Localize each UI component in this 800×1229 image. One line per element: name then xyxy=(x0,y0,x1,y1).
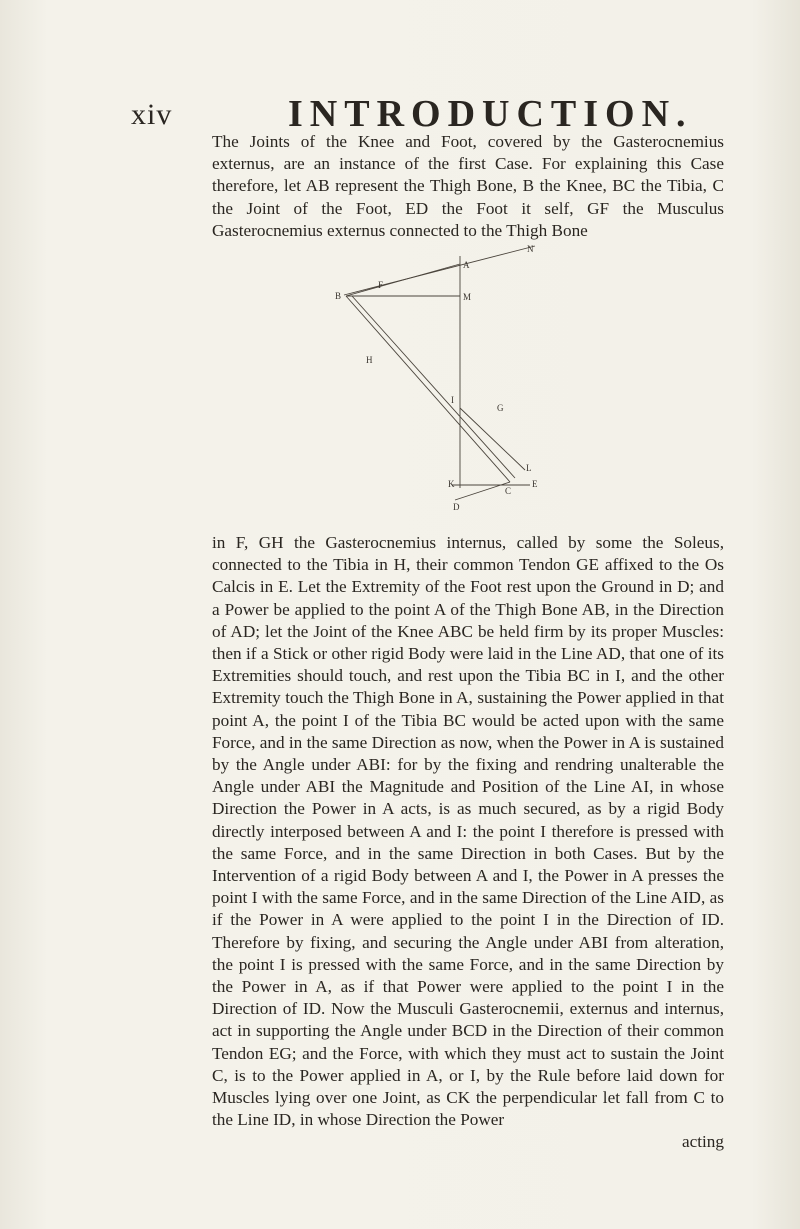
line-muscle xyxy=(460,408,525,470)
line-tibia-2 xyxy=(352,296,515,478)
label-e: E xyxy=(532,479,538,489)
anatomy-diagram xyxy=(330,238,545,513)
catchword: acting xyxy=(682,1132,724,1152)
label-d: D xyxy=(453,502,460,512)
paragraph-top: The Joints of the Knee and Foot, covered by the Gasterocnemius externus, are an instance of the first Case. For explaining this Case therefore, let AB represent the Thigh Bone, B the Knee, BC the Tibia, C the Joint of the Foot, ED the Foot it self, GF the Musculus Gasterocnemius externus connected to the Thigh Bone xyxy=(212,132,724,240)
label-f: F xyxy=(378,280,384,290)
line-thigh-bone xyxy=(346,264,460,296)
page-number: xiv xyxy=(131,98,173,131)
label-c: C xyxy=(505,486,512,496)
label-a: A xyxy=(463,260,470,270)
label-i: I xyxy=(451,395,454,405)
paragraph-bottom: in F, GH the Gasterocnemius internus, called by some the Soleus, connected to the Tibia in H, their common Tendon GE affixed to the Os Calcis in E. Let the Extremity of the Foot rest upon the Ground in D; and a Power be applied to the point A of the Thigh Bone AB, in the Direction of AD; let the Joint of the Knee ABC be held firm by its proper Muscles: then if a Stick or other rigid Body were laid in the Line AD, that one of its Extremities should touch, and rest upon the Tibia BC in I, and the other Extremity touch the Thigh Bone in A, sustaining the Power applied in that point A, the point I of the Tibia BC would be acted upon with the same Force, and in the same Direction as now, when the Power in A is sustained by the Angle under ABI: for by the fixing and rendring unalterable the Angle under ABI the Magnitude and Position of the Line AI, in whose Direction the Power in A acts, is as much secured, as by a rigid Body directly interposed between A and I: the point I therefore is pressed with the same Force, and in the same Direction in both Cases. But by the Intervention of a rigid Body between A and I, the Power in A presses the point I with the same Force, and in the same Direction of the Line AID, as if the Power in A were applied to the point I in the Direction of ID. Therefore by fixing, and securing the Angle under ABI from alteration, the point I is pressed with the same Force, and in the same Direction by the Power in A, as if that Power were applied to the point I in the Direction of ID. Now the Musculi Gasterocnemii, externus and internus, act in supporting the Angle under BCD in the Direction of their common Tendon EG; and the Force, with which they must act to sustain the Joint C, is to the Power applied in A, or I, by the Rule before laid down for Muscles lying over one Joint, as CK the perpendicular let fall from C to the Line ID, in whose Direction the Power xyxy=(212,533,724,1130)
running-head: INTRODUCTION. xyxy=(288,93,693,135)
label-g: G xyxy=(497,403,504,413)
paragraph-top-block xyxy=(212,131,724,242)
line-tibia-1 xyxy=(346,296,510,482)
label-l: L xyxy=(526,463,532,473)
line-b-n xyxy=(344,246,535,295)
label-n: N xyxy=(527,244,534,254)
label-k: K xyxy=(448,479,455,489)
label-h: H xyxy=(366,355,373,365)
label-b: B xyxy=(335,291,342,301)
paragraph-bottom-block xyxy=(212,532,724,1154)
label-m: M xyxy=(463,292,472,302)
